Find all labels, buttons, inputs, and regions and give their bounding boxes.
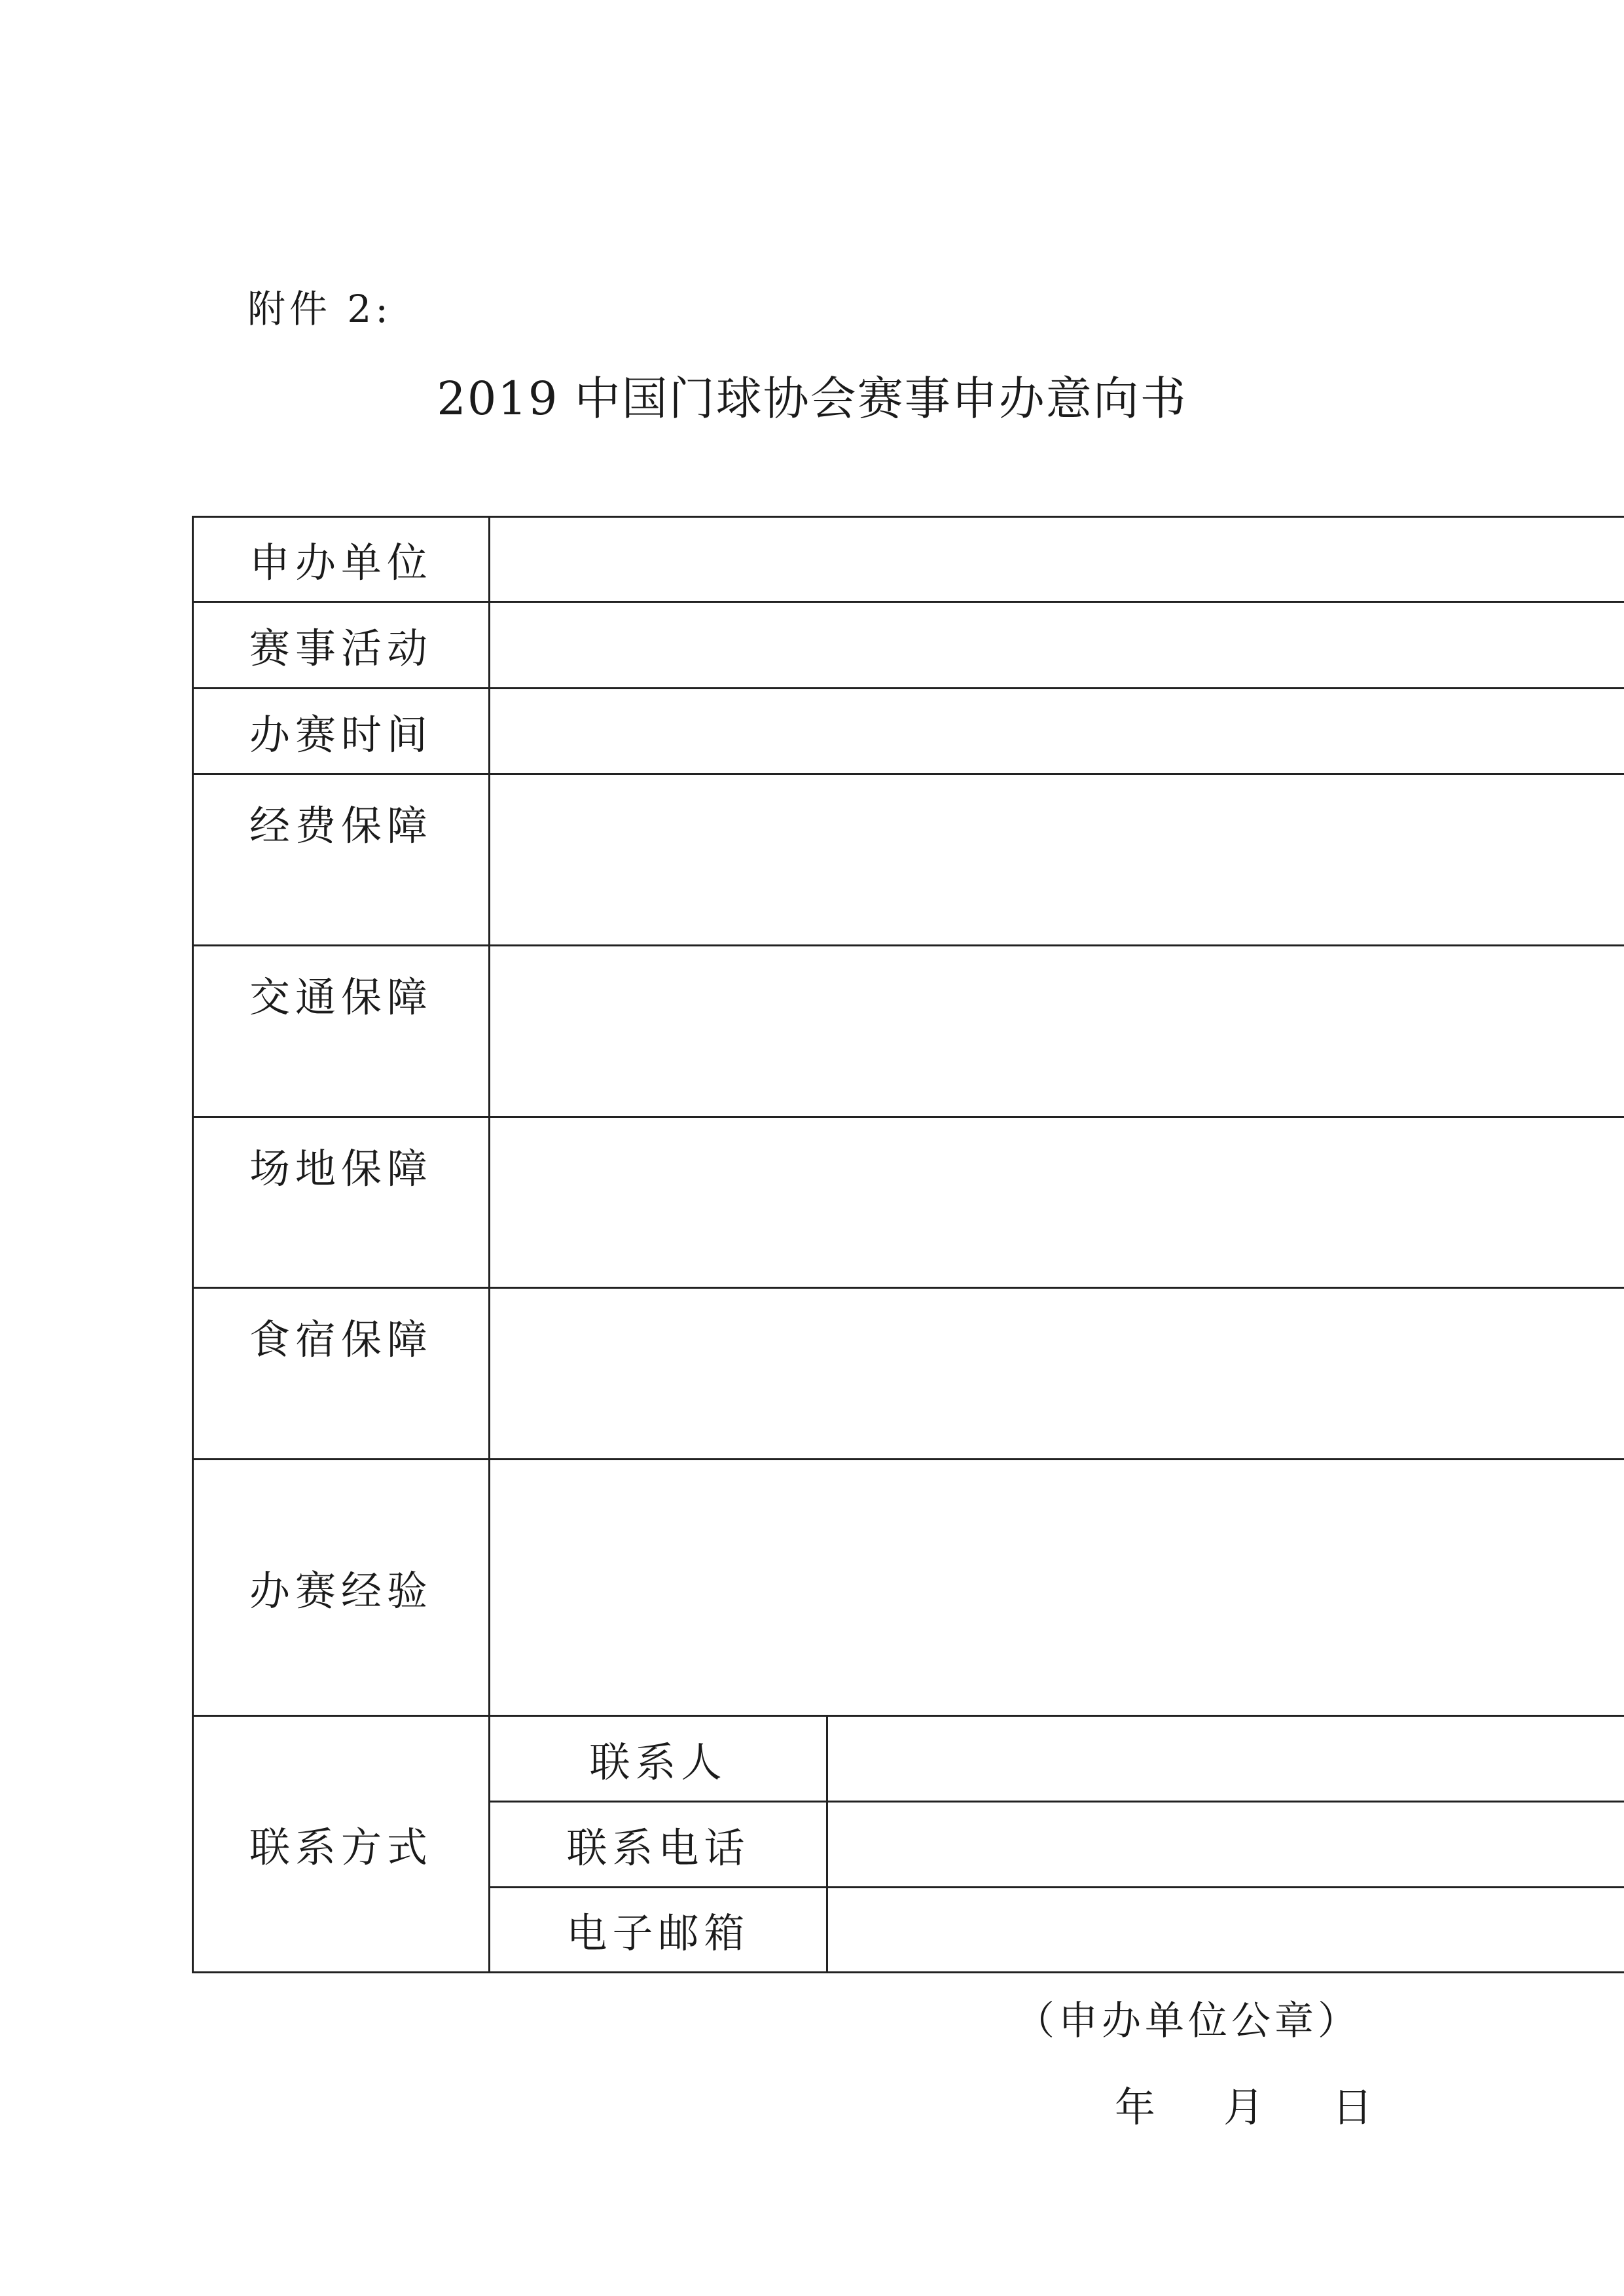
label-lodging: 食宿保障	[249, 1316, 433, 1363]
field-contact-person[interactable]	[828, 1717, 1624, 1801]
label-email: 电子邮箱	[566, 1909, 750, 1957]
page-title: 2019 中国门球协会赛事申办意向书	[437, 372, 1187, 425]
field-host-unit[interactable]	[490, 518, 1624, 601]
label-funding: 经费保障	[249, 802, 433, 850]
label-contact-person: 联系人	[589, 1738, 727, 1786]
label-hosting-experience: 办赛经验	[249, 1567, 433, 1615]
label-venue: 场地保障	[249, 1145, 433, 1193]
label-event-time: 办赛时间	[249, 710, 433, 759]
field-event-time[interactable]	[490, 689, 1624, 773]
label-host-unit: 申办单位	[249, 539, 433, 586]
field-venue[interactable]	[490, 1118, 1624, 1287]
date-day: 日	[1332, 2083, 1373, 2131]
label-event-activity: 赛事活动	[249, 624, 433, 672]
field-hosting-experience[interactable]	[490, 1460, 1624, 1715]
seal-note: （申办单位公章）	[1015, 1998, 1361, 2044]
label-contact-phone: 联系电话	[566, 1823, 750, 1872]
field-contact-phone[interactable]	[828, 1803, 1624, 1886]
date-year: 年	[1115, 2083, 1156, 2131]
field-event-activity[interactable]	[490, 603, 1624, 687]
label-contact-info: 联系方式	[249, 1823, 433, 1871]
date-month: 月	[1223, 2083, 1265, 2131]
field-funding[interactable]	[490, 775, 1624, 944]
attachment-label: 附件 2:	[247, 287, 392, 331]
field-email[interactable]	[828, 1888, 1624, 1971]
application-form-table	[192, 516, 1624, 1973]
field-transport[interactable]	[490, 946, 1624, 1116]
label-transport: 交通保障	[249, 973, 433, 1021]
field-lodging[interactable]	[490, 1289, 1624, 1458]
